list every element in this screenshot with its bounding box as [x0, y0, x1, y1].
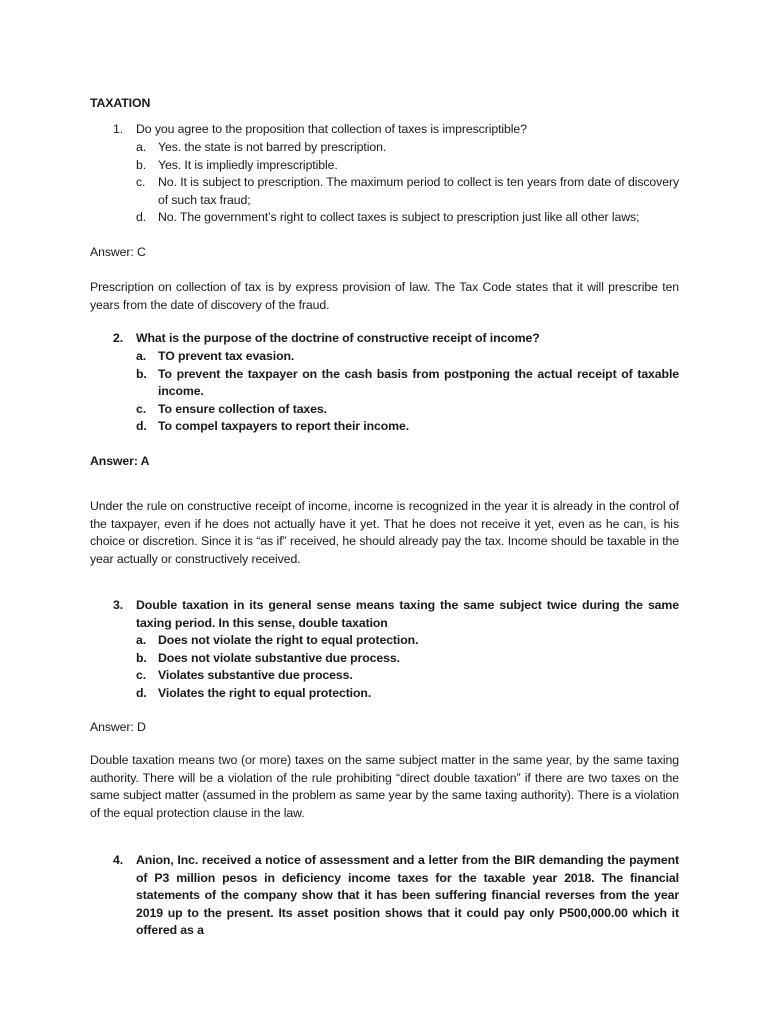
- question-text: Anion, Inc. received a notice of assessment and a letter from the BIR demanding the payment of P3 million pesos in deficiency income taxes for the taxable year 2018. The financial statements of the company show that it has been suffering financial reverses from the year 2019 up to the present. Its asset position shows that it could pay only P500,000.00 which it offered as a: [136, 853, 679, 937]
- question-text: What is the purpose of the doctrine of constructive receipt of income?: [136, 331, 540, 345]
- option-text: To prevent the taxpayer on the cash basis from postponing the actual receipt of taxable income.: [158, 366, 679, 398]
- question-1: [113, 121, 679, 139]
- option-text: TO prevent tax evasion.: [158, 349, 295, 363]
- option-c: [136, 401, 679, 419]
- option-text: No. The government’s right to collect taxes is subject to prescription just like all other laws;: [158, 210, 640, 224]
- option-c: [136, 174, 679, 209]
- option-a: [136, 139, 679, 157]
- option-letter: a.: [136, 140, 147, 154]
- question-number: 1.: [113, 122, 124, 136]
- question-number: 2.: [113, 331, 124, 345]
- doc-title: TAXATION: [90, 96, 151, 110]
- question-4: [113, 852, 679, 940]
- options-list: [136, 632, 679, 702]
- option-text: Yes. the state is not barred by prescription.: [158, 140, 387, 154]
- option-b: [136, 650, 679, 668]
- option-letter: d.: [136, 685, 147, 700]
- explanation-1: Prescription on collection of tax is by express provision of law. The Tax Code states that it will prescribe ten years from the date of discovery of the fraud.: [90, 280, 679, 312]
- option-text: Violates the right to equal protection.: [158, 685, 372, 700]
- option-letter: a.: [136, 633, 147, 647]
- option-b: [136, 366, 679, 401]
- option-letter: d.: [136, 419, 147, 433]
- option-letter: c.: [136, 401, 147, 416]
- option-text: Does not violate the right to equal protection.: [158, 633, 419, 647]
- explanation-3: Double taxation means two (or more) taxes on the same subject matter in the same year, by the same taxing authority. There will be a violation of the rule prohibiting “direct double taxation” if there are two taxes on the same subject matter (assumed in the problem as same year by the same taxing authority). There is a violation of the equal protection clause in the law.: [90, 753, 679, 820]
- question-number: 4.: [113, 853, 124, 867]
- answer-1: Answer: C: [90, 245, 146, 259]
- option-text: To ensure collection of taxes.: [158, 401, 327, 416]
- question-text: Do you agree to the proposition that collection of taxes is imprescriptible?: [136, 122, 527, 136]
- option-text: Yes. It is impliedly imprescriptible.: [158, 157, 338, 172]
- option-letter: c.: [136, 175, 146, 189]
- option-d: [136, 418, 679, 436]
- option-text: Violates substantive due process.: [158, 668, 353, 682]
- option-a: [136, 632, 679, 650]
- answer-2: Answer: A: [90, 454, 150, 468]
- option-letter: c.: [136, 668, 147, 682]
- option-letter: b.: [136, 157, 147, 172]
- option-letter: b.: [136, 650, 147, 665]
- question-2: [113, 330, 679, 348]
- option-letter: a.: [136, 349, 147, 363]
- options-list: [136, 139, 679, 227]
- explanation-2: Under the rule on constructive receipt of income, income is recognized in the year it is already in the control of the taxpayer, even if he does not actually have it yet. That he does not receive it yet, even as he can, is his choice or discretion. Since it is “as if” received, he should already pay the tax. Income should be taxable in the year actually or constructively received.: [90, 499, 679, 566]
- option-b: [136, 157, 679, 175]
- option-text: No. It is subject to prescription. The maximum period to collect is ten years from date of discovery of such tax fraud;: [158, 175, 679, 207]
- option-text: Does not violate substantive due process.: [158, 650, 400, 665]
- option-d: [136, 685, 679, 703]
- option-letter: b.: [136, 366, 147, 381]
- option-letter: d.: [136, 210, 147, 224]
- question-number: 3.: [113, 598, 124, 612]
- option-d: [136, 209, 679, 227]
- option-c: [136, 667, 679, 685]
- question-3: [113, 597, 679, 632]
- option-a: [136, 348, 679, 366]
- option-text: To compel taxpayers to report their income.: [158, 419, 410, 433]
- question-text: Double taxation in its general sense means taxing the same subject twice during the same taxing period. In this sense, double taxation: [136, 598, 679, 630]
- options-list: [136, 348, 679, 436]
- answer-3: Answer: D: [90, 720, 146, 734]
